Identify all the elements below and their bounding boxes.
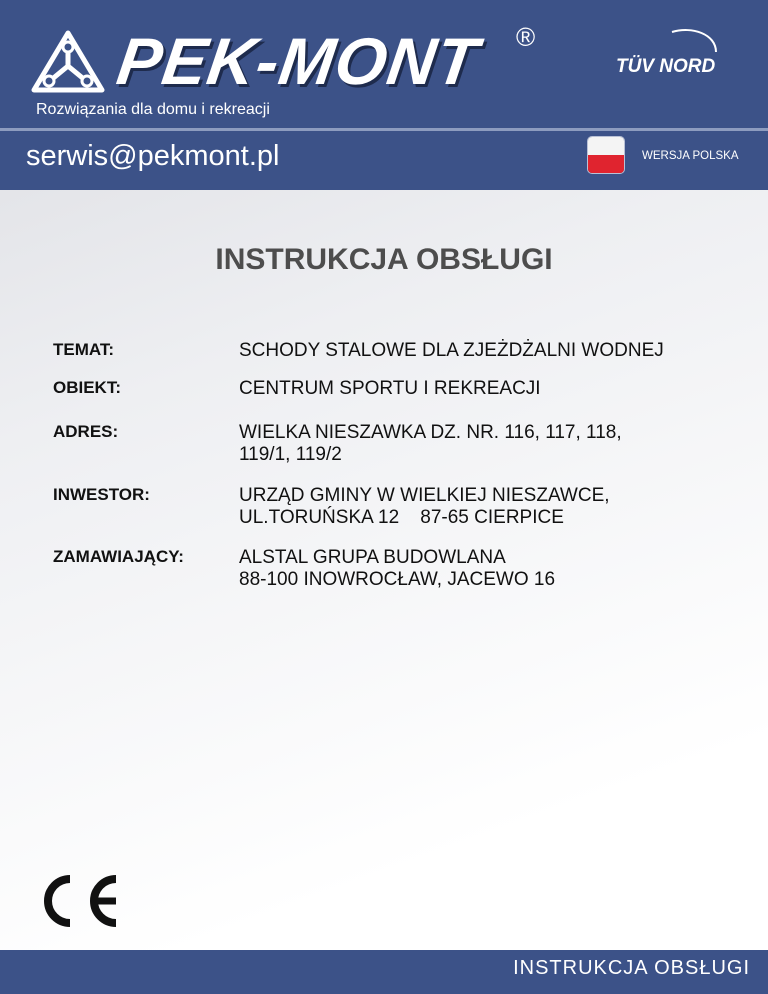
field-label: OBIEKT: [53,378,121,397]
tagline: Rozwiązania dla domu i rekreacji [36,101,270,118]
field-value: CENTRUM SPORTU I REKREACJI [239,378,541,399]
tuv-nord-text: TÜV NORD [616,56,716,77]
footer-title: INSTRUKCJA OBSŁUGI [513,957,750,979]
polish-flag-icon [588,137,624,173]
field-label: TEMAT: [53,340,115,359]
field-value: WIELKA NIESZAWKA DZ. NR. 116, 117, 118, 119/1, 119/2 [239,422,622,465]
field-value: URZĄD GMINY W WIELKIEJ NIESZAWCE, UL.TORUŃSKA 12 87-65 CIERPICE [239,485,610,528]
field-value: SCHODY STALOWE DLA ZJEŻDŻALNI WODNEJ [239,340,664,361]
field-value: ALSTAL GRUPA BUDOWLANA 88-100 INOWROCŁAW, JACEWO 16 [239,547,556,590]
header-divider [0,128,768,131]
field-label: INWESTOR: [53,485,150,504]
brand-name: PEK-MONT [112,24,484,98]
tuv-nord-logo [612,24,722,80]
pekmont-logo-icon [31,30,105,94]
svg-text:CE: CE [36,871,38,872]
document-title: INSTRUKCJA OBSŁUGI [215,243,553,276]
registered-mark: ® [516,22,536,52]
field-label: ADRES: [53,422,119,441]
ce-mark-icon [36,871,126,931]
language-label: WERSJA POLSKA [642,150,739,162]
service-email: serwis@pekmont.pl [26,140,280,172]
field-label: ZAMAWIAJĄCY: [53,547,184,566]
